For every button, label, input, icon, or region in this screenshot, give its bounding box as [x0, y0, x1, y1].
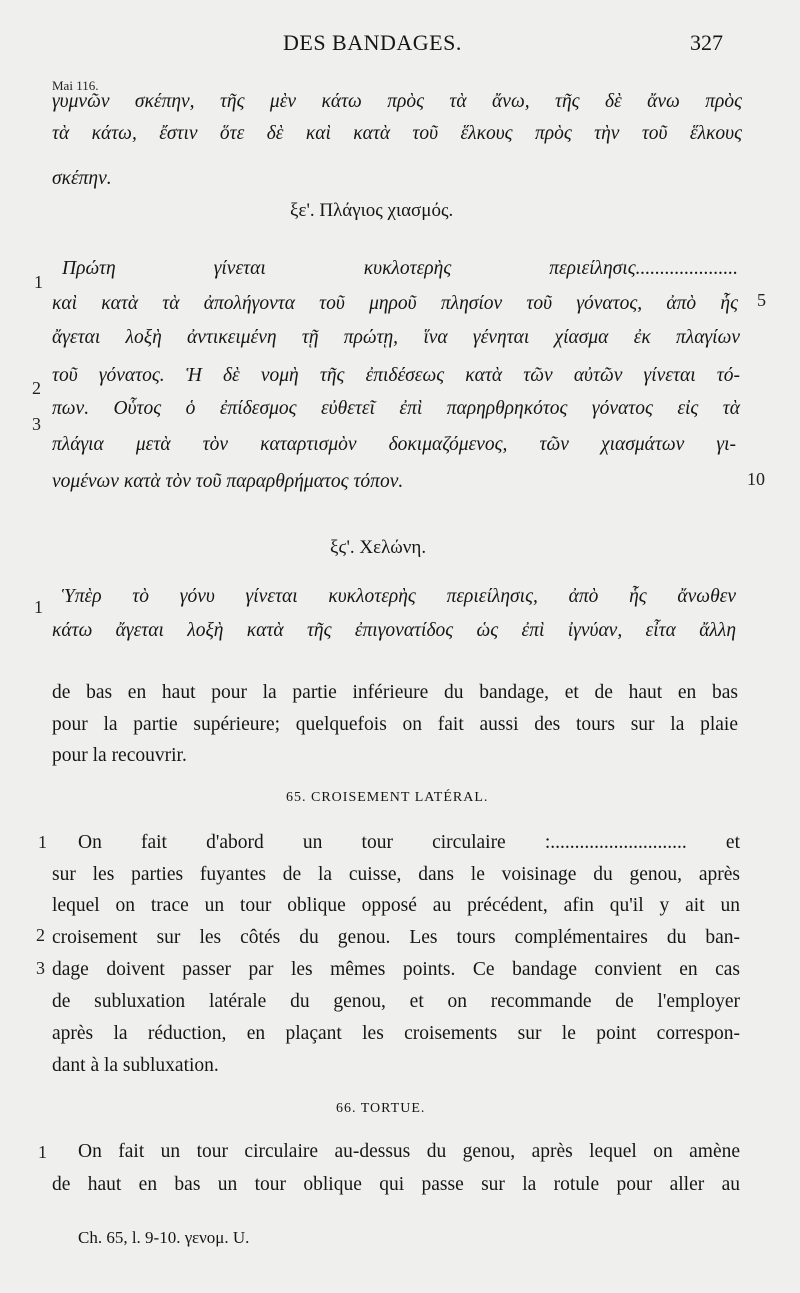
text-line: νομένων κατὰ τὸν τοῦ παραρθρήματος τόπον.	[52, 471, 404, 492]
line-number: 2	[32, 378, 41, 398]
text-line: après la réduction, en plaçant les croisements sur le point correspon-	[52, 1023, 740, 1044]
text-line: de bas en haut pour la partie inférieure du bandage, et de haut en bas	[52, 682, 738, 703]
section-title: ξε'. Πλάγιος χιασμός.	[290, 200, 454, 221]
section-title: ξϛ'. Χελώνη.	[330, 537, 427, 558]
text-line: de haut en bas un tour oblique qui passe sur la rotule pour aller au	[52, 1174, 740, 1195]
line-number: 3	[32, 414, 41, 434]
text-line: σκέπην.	[52, 168, 112, 189]
text-line: κάτω ἄγεται λοξὴ κατὰ τῆς ἐπιγονατίδος ὡς ἐπὶ ἰγνύαν, εἶτα ἄλλη	[52, 620, 736, 641]
margin-reference: Mai 116.	[52, 78, 99, 93]
text-line: croisement sur les côtés du genou. Les tours complémentaires du ban-	[52, 927, 740, 948]
running-header: DES BANDAGES.	[283, 30, 462, 55]
text-line: γυμνῶν σκέπην, τῆς μὲν κάτω πρὸς τὰ ἄνω, τῆς δὲ ἄνω πρὸς	[52, 91, 742, 112]
text-line: dage doivent passer par les mêmes points. Ce bandage convient en cas	[52, 959, 740, 980]
line-number: 3	[36, 958, 45, 978]
text-line: ἄγεται λοξὴ ἀντικειμένη τῇ πρώτῃ, ἵνα γένηται χίασμα ἐκ πλαγίων	[52, 327, 740, 348]
section-title: 66. TORTUE.	[336, 1101, 426, 1116]
line-number: 5	[757, 290, 766, 310]
line-number: 1	[38, 832, 47, 852]
section-title: 65. CROISEMENT LATÉRAL.	[286, 790, 489, 805]
text-line: τὰ κάτω, ἔστιν ὅτε δὲ καὶ κατὰ τοῦ ἕλκους πρὸς τὴν τοῦ ἕλκους	[52, 123, 742, 144]
text-line: lequel on trace un tour oblique opposé au précédent, afin qu'il y ait un	[52, 895, 740, 916]
text-line: Ὑπὲρ τὸ γόνυ γίνεται κυκλοτερὴς περιείλησις, ἀπὸ ἧς ἄνωθεν	[62, 586, 736, 607]
text-line: On fait un tour circulaire au-dessus du genou, après lequel on amène	[78, 1141, 740, 1162]
line-number: 1	[34, 272, 43, 292]
line-number: 1	[38, 1142, 47, 1162]
text-line: sur les parties fuyantes de la cuisse, dans le voisinage du genou, après	[52, 864, 740, 885]
text-line: τοῦ γόνατος. Ἡ δὲ νομὴ τῆς ἐπιδέσεως κατὰ τῶν αὐτῶν γίνεται τό-	[52, 365, 740, 386]
text-line: καὶ κατὰ τὰ ἀπολήγοντα τοῦ μηροῦ πλησίον τοῦ γόνατος, ἀπὸ ἧς	[52, 293, 738, 314]
page-number: 327	[690, 30, 723, 55]
text-line: dant à la subluxation.	[52, 1055, 219, 1076]
text-line: pour la recouvrir.	[52, 745, 187, 766]
text-line: πλάγια μετὰ τὸν καταρτισμὸν δοκιμαζόμενος, τῶν χιασμάτων γι-	[52, 434, 736, 455]
line-number: 1	[34, 597, 43, 617]
text-line: On fait d'abord un tour circulaire :............................ et	[78, 832, 740, 853]
footnote: Ch. 65, l. 9-10. γενομ. U.	[78, 1228, 250, 1247]
text-line: de subluxation latérale du genou, et on recommande de l'employer	[52, 991, 740, 1012]
text-line: pour la partie supérieure; quelquefois on fait aussi des tours sur la plaie	[52, 714, 738, 735]
line-number: 2	[36, 925, 45, 945]
text-line: Πρώτη γίνεται κυκλοτερὴς περιείλησις.....................	[62, 258, 738, 279]
line-number: 10	[747, 469, 765, 489]
text-line: πων. Οὗτος ὁ ἐπίδεσμος εὐθετεῖ ἐπὶ παρηρθρηκότος γόνατος εἰς τὰ	[52, 398, 740, 419]
